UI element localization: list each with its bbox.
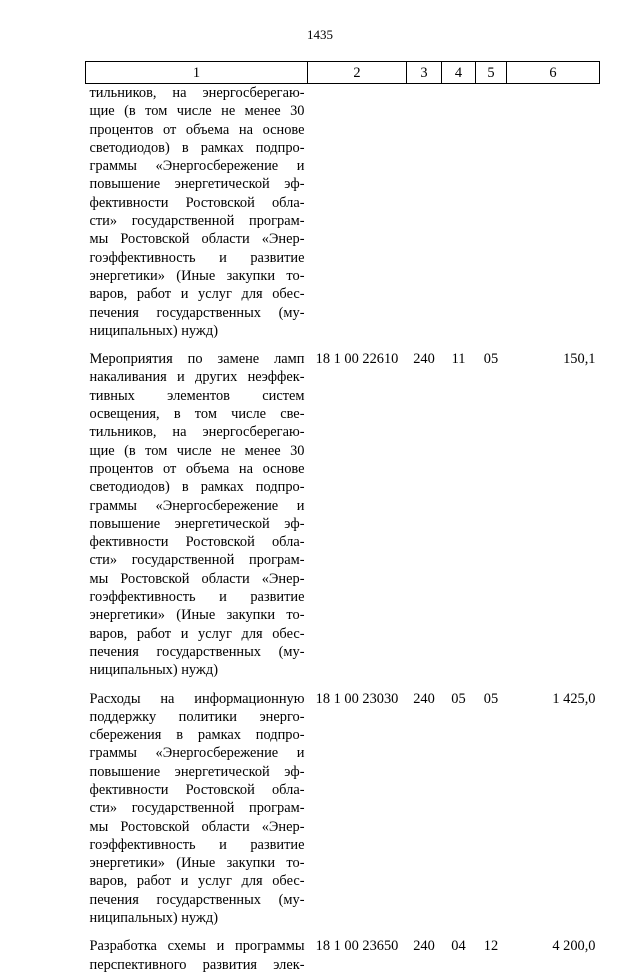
- description-line: мы Ростовской области «Энер-: [89, 818, 305, 835]
- description-line: фективности Ростовской обла-: [89, 194, 305, 211]
- table-row: [86, 84, 600, 341]
- row-amount: 4 200,0: [552, 938, 596, 955]
- row-description: [86, 690, 308, 928]
- spacer-cell: [308, 927, 407, 937]
- spacer-cell: [507, 680, 600, 690]
- row-subsection: [476, 84, 507, 341]
- description-line: энергетики» (Иные закупки то-: [89, 607, 305, 624]
- description-line: светодиодов) в рамках подпро-: [89, 479, 305, 496]
- row-description: [86, 937, 308, 974]
- description-line: энергетики» (Иные закупки то-: [89, 267, 305, 284]
- spacer-cell: [476, 680, 507, 690]
- description-line: светодиодов) в рамках подпро-: [89, 139, 305, 156]
- description-line: печения государственных (му-: [89, 643, 305, 660]
- table-header-row: [86, 62, 600, 84]
- spacer-cell: [407, 680, 442, 690]
- row-section: [442, 84, 476, 341]
- description-line: печения государственных (му-: [89, 304, 305, 321]
- spacer-cell: [507, 927, 600, 937]
- spacer-cell: [507, 340, 600, 350]
- header-col-1: 1: [86, 62, 308, 84]
- description-line: сти» государственной програм-: [89, 800, 305, 817]
- description-line: ниципальных) нужд): [89, 322, 218, 339]
- table-row: [86, 937, 600, 974]
- description-line: щие (в том числе не менее 30: [89, 103, 305, 120]
- description-line: энергетики» (Иные закупки то-: [89, 855, 305, 872]
- row-expense-type: 240: [413, 938, 435, 955]
- description-line: печения государственных (му-: [89, 891, 305, 908]
- description-line: освещения, в том числе све-: [89, 406, 305, 423]
- description-line: мы Ростовской области «Энер-: [89, 570, 305, 587]
- description-line: варов, работ и услуг для обес-: [89, 873, 305, 890]
- header-col-4: 4: [442, 62, 476, 84]
- description-line: граммы «Энергосбережение и: [89, 745, 305, 762]
- description-line: тильников, на энергосберегаю-: [89, 424, 305, 441]
- row-subsection: 12: [483, 938, 499, 955]
- spacer-cell: [476, 340, 507, 350]
- description-line: поддержку политики энерго-: [89, 708, 305, 725]
- spacer-cell: [442, 927, 476, 937]
- description-line: Разработка схемы и программы: [89, 938, 305, 955]
- page-number: 1435: [307, 27, 333, 42]
- description-line: перспективного развития элек-: [89, 956, 305, 973]
- spacer-cell: [407, 340, 442, 350]
- spacer-cell: [86, 340, 308, 350]
- spacer-cell: [442, 340, 476, 350]
- description-line: накаливания и других неэффек-: [89, 369, 305, 386]
- description-line: Мероприятия по замене ламп: [89, 351, 305, 368]
- spacer-cell: [442, 680, 476, 690]
- description-line: гоэффективность и развитие: [89, 249, 305, 266]
- row-subsection: 05: [483, 690, 499, 707]
- description-line: гоэффективность и развитие: [89, 589, 305, 606]
- description-line: мы Ростовской области «Энер-: [89, 231, 305, 248]
- row-section: 04: [451, 938, 466, 955]
- row-code: 18 1 00 23650: [315, 938, 399, 955]
- description-line: сбережения в рамках подпро-: [89, 727, 305, 744]
- row-spacer: [86, 340, 600, 350]
- header-col-3: 3: [407, 62, 442, 84]
- spacer-cell: [308, 680, 407, 690]
- description-line: тивных элементов систем: [89, 387, 305, 404]
- row-code: 18 1 00 23030: [315, 690, 399, 707]
- description-line: фективности Ростовской обла-: [89, 534, 305, 551]
- description-line: процентов от объема на основе: [89, 121, 305, 138]
- row-code: 18 1 00 22610: [315, 351, 399, 368]
- description-line: фективности Ростовской обла-: [89, 781, 305, 798]
- description-line: сти» государственной програм-: [89, 213, 305, 230]
- row-section: 11: [451, 351, 466, 368]
- spacer-cell: [308, 340, 407, 350]
- row-amount: [507, 84, 600, 341]
- spacer-cell: [407, 927, 442, 937]
- description-line: повышение энергетической эф-: [89, 176, 305, 193]
- spacer-cell: [86, 680, 308, 690]
- description-line: повышение энергетической эф-: [89, 515, 305, 532]
- row-spacer: [86, 927, 600, 937]
- description-line: сти» государственной програм-: [89, 552, 305, 569]
- header-col-5: 5: [476, 62, 507, 84]
- description-line: процентов от объема на основе: [89, 460, 305, 477]
- description-line: ниципальных) нужд): [89, 662, 218, 679]
- description-line: Расходы на информационную: [89, 690, 305, 707]
- row-description: [86, 84, 308, 341]
- description-line: варов, работ и услуг для обес-: [89, 286, 305, 303]
- row-amount: 150,1: [563, 351, 596, 368]
- description-line: варов, работ и услуг для обес-: [89, 625, 305, 642]
- row-code: [308, 84, 407, 341]
- header-col-6: 6: [507, 62, 600, 84]
- row-expense-type: [407, 84, 442, 341]
- budget-table: [85, 61, 600, 974]
- row-spacer: [86, 680, 600, 690]
- description-line: щие (в том числе не менее 30: [89, 442, 305, 459]
- description-line: ниципальных) нужд): [89, 910, 218, 927]
- description-line: граммы «Энергосбережение и: [89, 497, 305, 514]
- row-description: [86, 350, 308, 679]
- description-line: гоэффективность и развитие: [89, 836, 305, 853]
- row-section: 05: [451, 690, 466, 707]
- table-row: [86, 350, 600, 679]
- header-col-2: 2: [308, 62, 407, 84]
- row-expense-type: 240: [413, 351, 435, 368]
- spacer-cell: [476, 927, 507, 937]
- row-subsection: 05: [483, 351, 499, 368]
- description-line: граммы «Энергосбережение и: [89, 158, 305, 175]
- description-line: тильников, на энергосберегаю-: [89, 85, 305, 101]
- description-line: повышение энергетической эф-: [89, 763, 305, 780]
- table-row: [86, 690, 600, 928]
- row-expense-type: 240: [413, 690, 435, 707]
- row-amount: 1 425,0: [552, 690, 596, 707]
- spacer-cell: [86, 927, 308, 937]
